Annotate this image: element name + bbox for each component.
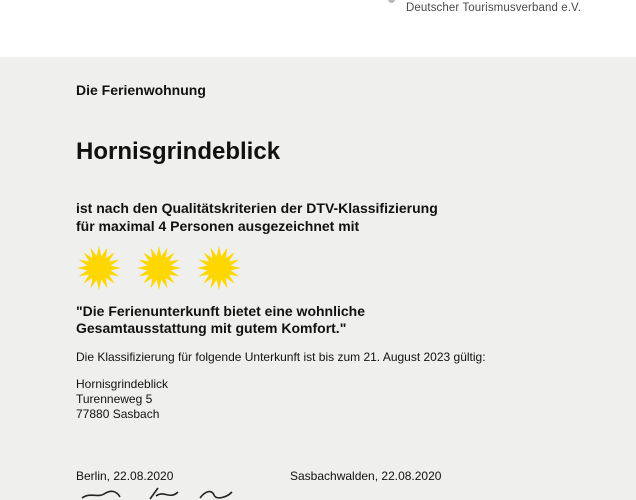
star-icon (76, 245, 122, 291)
quote-line-2: Gesamtausstattung mit gutem Komfort." (76, 320, 347, 336)
header (0, 0, 636, 57)
validity-text: Die Klassifizierung für folgende Unterkunft ist bis zum 21. August 2023 gültig: (76, 350, 486, 364)
address-city: 77880 Sasbach (76, 407, 160, 421)
criteria-line-1: ist nach den Qualitätskriterien der DTV-Klassifizierung (76, 200, 438, 216)
certificate-intro: Die Ferienwohnung (76, 82, 206, 98)
criteria-text (76, 199, 438, 235)
address-street: Turenneweg 5 (76, 392, 153, 406)
criteria-line-2: für maximal 4 Personen ausgezeichnet mit (76, 218, 360, 234)
property-name: Hornisgrindeblick (76, 138, 281, 165)
quote-line-1: "Die Ferienunterkunft bietet eine wohnliche (76, 303, 366, 319)
star-icon (196, 245, 242, 291)
org-name: Deutscher Tourismusverband e.V. (406, 2, 582, 14)
property-address (76, 377, 168, 422)
org-logo-icon (388, 0, 395, 3)
place-date-left: Berlin, 22.08.2020 (76, 469, 174, 483)
place-date-right: Sasbachwalden, 22.08.2020 (290, 469, 442, 483)
address-name: Hornisgrindeblick (76, 377, 169, 391)
signature-image (80, 486, 260, 500)
star-icon (136, 245, 182, 291)
rating-quote (76, 303, 365, 337)
